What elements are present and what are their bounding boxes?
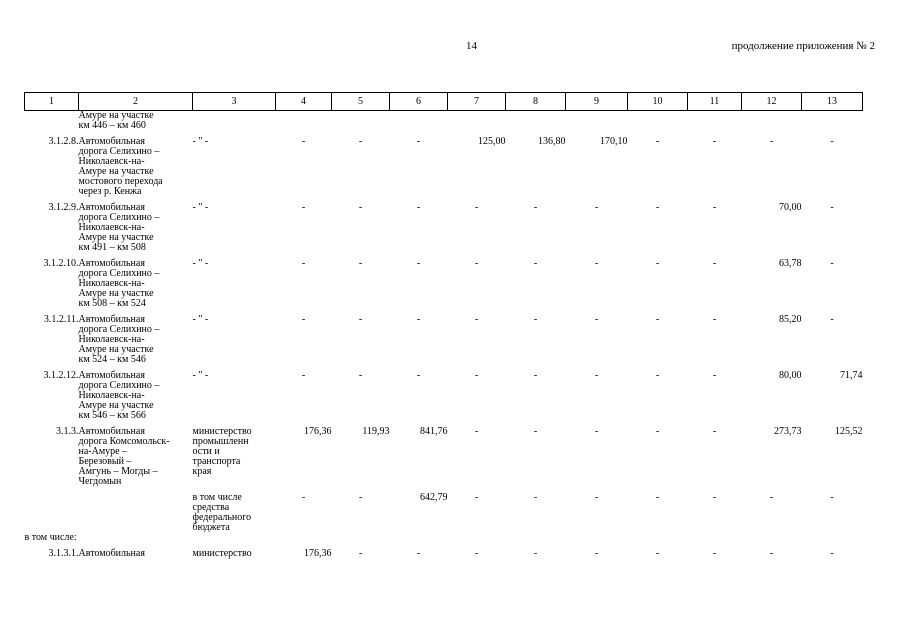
cell-value: - (358, 202, 363, 213)
cell-value: - (655, 202, 660, 213)
column-header: 13 (802, 93, 863, 111)
item-code: 3.1.2.10. (43, 258, 79, 269)
cell-value: - (533, 426, 538, 437)
cell-value: - (655, 136, 660, 147)
cell-value: - (301, 492, 306, 503)
cell-value: 71,74 (840, 370, 863, 381)
cell-value: - (830, 314, 834, 325)
cell-value: - (533, 258, 538, 269)
cell-value: 273,73 (774, 426, 802, 437)
data-table (24, 92, 863, 559)
cell-value: 841,76 (420, 426, 448, 437)
cell-value: 119,93 (362, 426, 390, 437)
cell-value: - (712, 258, 717, 269)
item-name: Автомобильная (78, 548, 145, 559)
cell-value: - (830, 258, 834, 269)
cell-value: 125,00 (478, 136, 506, 147)
column-header: 5 (332, 93, 390, 111)
including-row (25, 533, 863, 543)
cell-value: 70,00 (779, 202, 802, 213)
cell-value: - (416, 136, 421, 147)
cell-value: 80,00 (779, 370, 802, 381)
table-row (25, 203, 863, 253)
table-row (25, 259, 863, 309)
cell-value: - (712, 370, 717, 381)
responsible: в том числе средства федерального бюджета (192, 492, 252, 533)
cell-value: - (474, 202, 479, 213)
cell-value: 176,36 (304, 548, 332, 559)
cell-value: - (358, 136, 363, 147)
cell-value: - (474, 492, 479, 503)
cell-value: - (416, 370, 421, 381)
cell-value: - (416, 258, 421, 269)
cell-value: - (655, 426, 660, 437)
cell-value: - (594, 370, 599, 381)
cell-value: - (594, 426, 599, 437)
cell-value: 85,20 (779, 314, 802, 325)
table-row (25, 371, 863, 421)
cell-value: - (301, 370, 306, 381)
responsible: - " - (192, 258, 209, 269)
responsible: - " - (192, 370, 209, 381)
cell-value: 642,79 (420, 492, 448, 503)
cell-value: - (474, 548, 479, 559)
table-row (25, 427, 863, 487)
cell-value: - (358, 492, 363, 503)
column-header: 12 (742, 93, 802, 111)
cell-value: - (416, 548, 421, 559)
cell-value: - (533, 492, 538, 503)
appendix-note: продолжение приложения № 2 (731, 40, 875, 52)
item-code: 3.1.3. (56, 426, 79, 437)
page-number: 14 (466, 40, 477, 52)
cell-value: - (301, 202, 306, 213)
continuation-row (25, 111, 863, 132)
cell-value: 176,36 (304, 426, 332, 437)
cell-value: - (594, 492, 599, 503)
item-name: Автомобильная дорога Селихино – Николаевск-на- Амуре на участке км 508 – км 524 (78, 258, 160, 309)
item-code: 3.1.3.1. (48, 548, 79, 559)
cell-value: - (712, 136, 717, 147)
cell-value: - (533, 370, 538, 381)
item-code: 3.1.2.8. (48, 136, 79, 147)
cell-value: - (358, 548, 363, 559)
column-header: 3 (193, 93, 276, 111)
cell-value: - (830, 548, 834, 559)
item-name: Автомобильная дорога Селихино – Николаевск-на- Амуре на участке км 546 – км 566 (78, 370, 160, 421)
cell-value: - (358, 370, 363, 381)
item-code: 3.1.2.9. (48, 202, 79, 213)
cell-value: - (712, 426, 717, 437)
cell-value: - (655, 370, 660, 381)
cell-value: - (474, 314, 479, 325)
cell-value: - (769, 492, 774, 503)
table-row (25, 315, 863, 365)
column-header: 11 (688, 93, 742, 111)
column-header: 1 (25, 93, 79, 111)
column-header: 8 (506, 93, 566, 111)
item-code: 3.1.2.11. (43, 314, 79, 325)
cell-value: - (358, 314, 363, 325)
cell-value: - (533, 202, 538, 213)
cell-value: - (533, 548, 538, 559)
cell-value: - (830, 492, 834, 503)
cell-value: - (301, 136, 306, 147)
cell-value: - (474, 426, 479, 437)
item-name: Автомобильная дорога Селихино – Николаевск-на- Амуре на участке км 491 – км 508 (78, 202, 160, 253)
item-code: 3.1.2.12. (43, 370, 79, 381)
cell-value: - (301, 258, 306, 269)
cell-value: - (830, 202, 834, 213)
cell-value: - (594, 202, 599, 213)
cell-value: - (358, 258, 363, 269)
cell-value: 170,10 (600, 136, 628, 147)
column-header: 4 (276, 93, 332, 111)
cell-value: - (769, 136, 774, 147)
column-header: 6 (390, 93, 448, 111)
cell-value: - (594, 314, 599, 325)
table-row (25, 137, 863, 197)
cell-value: - (533, 314, 538, 325)
cell-value: - (594, 548, 599, 559)
table-row (25, 549, 863, 559)
cell-value: - (712, 492, 717, 503)
cell-value: - (769, 548, 774, 559)
responsible: - " - (192, 136, 209, 147)
item-name: Автомобильная дорога Комсомольск- на-Амуре – Березовый – Амгунь – Могды – Чегдомын (78, 426, 170, 487)
cell-value: - (594, 258, 599, 269)
column-header: 10 (628, 93, 688, 111)
cell-value: - (655, 258, 660, 269)
cell-value: 136,80 (538, 136, 566, 147)
item-name: Амуре на участке км 446 – км 460 (78, 110, 154, 131)
cell-value: - (712, 314, 717, 325)
header-row (25, 93, 863, 111)
responsible: министерство промышленн ости и транспорта края (192, 426, 252, 477)
cell-value: - (655, 492, 660, 503)
column-header: 9 (566, 93, 628, 111)
cell-value: - (416, 314, 421, 325)
cell-value: - (655, 548, 660, 559)
cell-value: - (301, 314, 306, 325)
cell-value: 125,52 (835, 426, 863, 437)
item-name: Автомобильная дорога Селихино – Николаевск-на- Амуре на участке мостового перехода через р. Кенжа (78, 136, 163, 197)
cell-value: - (655, 314, 660, 325)
cell-value: - (712, 548, 717, 559)
column-header: 2 (79, 93, 193, 111)
column-header: 7 (448, 93, 506, 111)
table-row (25, 493, 863, 533)
cell-value: - (416, 202, 421, 213)
including-label: в том числе: (24, 532, 77, 543)
responsible: - " - (192, 314, 209, 325)
cell-value: - (830, 136, 834, 147)
responsible: министерство (192, 548, 252, 559)
cell-value: - (712, 202, 717, 213)
responsible: - " - (192, 202, 209, 213)
item-name: Автомобильная дорога Селихино – Николаевск-на- Амуре на участке км 524 – км 546 (78, 314, 160, 365)
cell-value: - (474, 370, 479, 381)
cell-value: - (474, 258, 479, 269)
cell-value: 63,78 (779, 258, 802, 269)
